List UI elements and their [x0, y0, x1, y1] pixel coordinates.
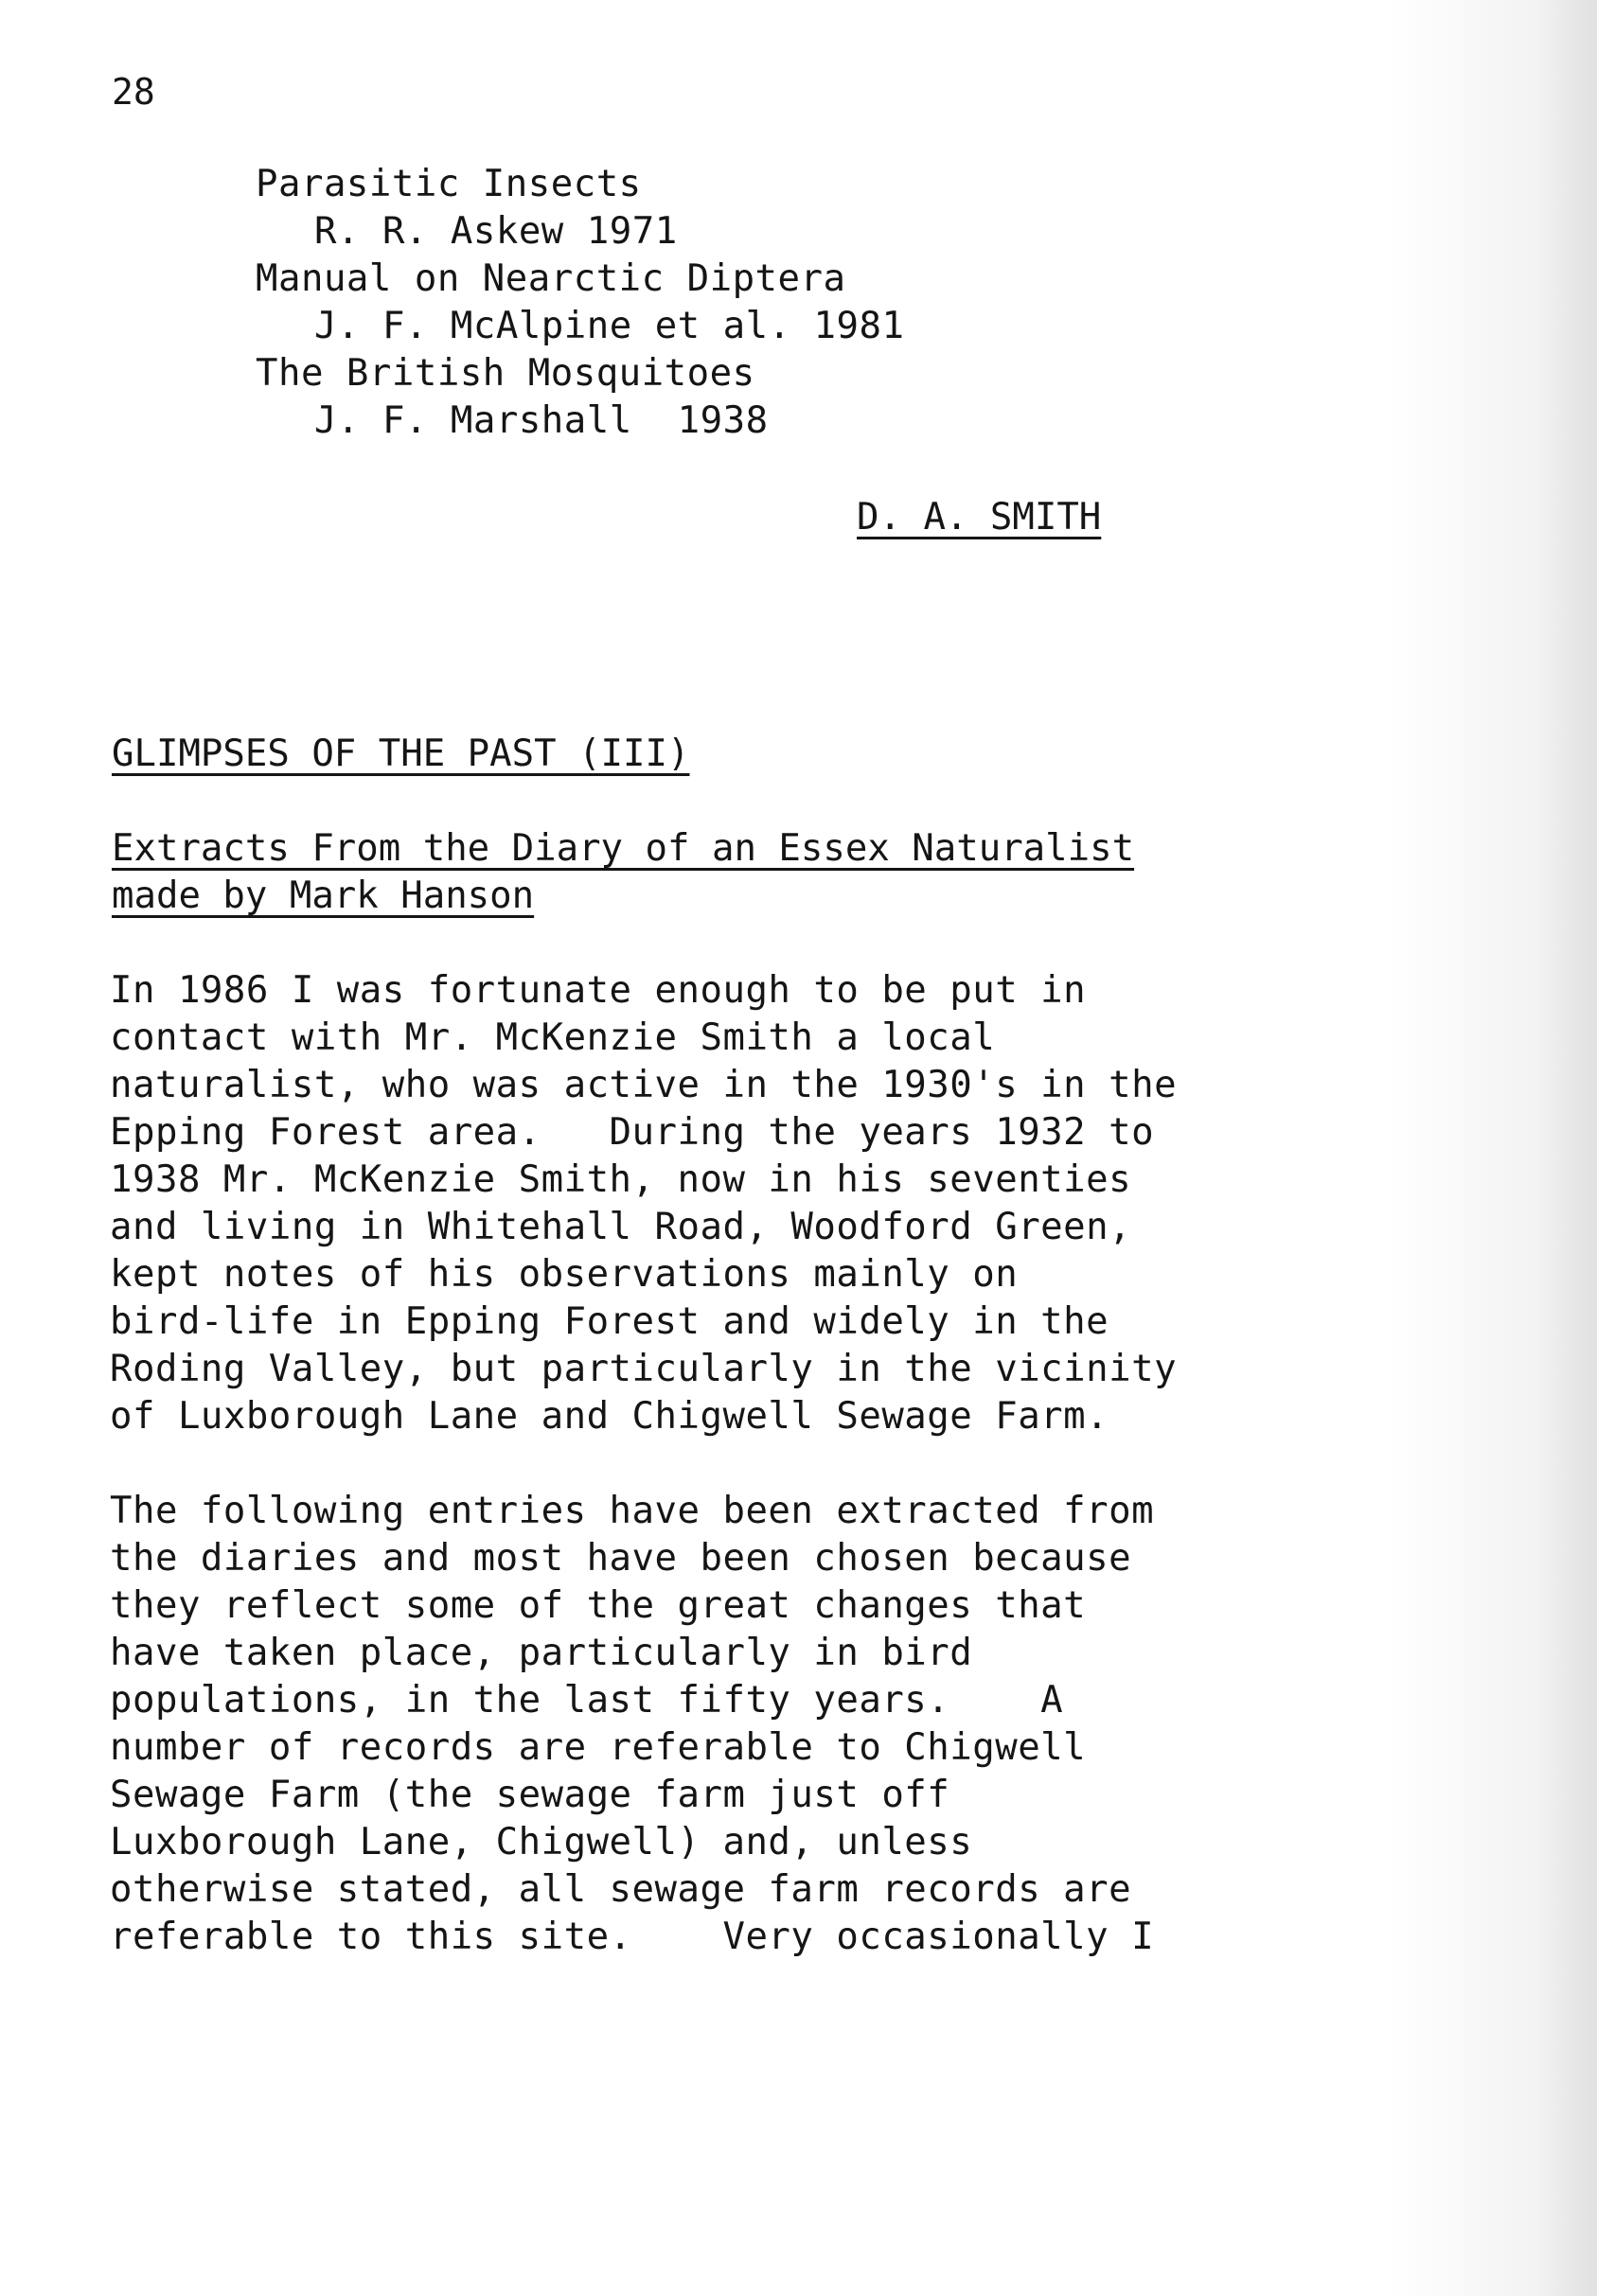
paragraph-2-line: they reflect some of the great changes that [110, 1584, 1087, 1627]
reference-title: The British Mosquitoes [256, 352, 755, 395]
paragraph-2-line: Sewage Farm (the sewage farm just off [110, 1774, 950, 1816]
paragraph-1-line: kept notes of his observations mainly on [110, 1253, 1019, 1296]
paragraph-2-line: Luxborough Lane, Chigwell) and, unless [110, 1821, 973, 1863]
reference-author: R. R. Askew 1971 [314, 210, 678, 253]
reference-title: Parasitic Insects [256, 163, 642, 205]
paragraph-2-line: the diaries and most have been chosen because [110, 1537, 1132, 1580]
paragraph-1-line: bird-life in Epping Forest and widely in the [110, 1300, 1109, 1343]
paragraph-1-line: of Luxborough Lane and Chigwell Sewage Farm. [110, 1395, 1109, 1438]
subheading-line: Extracts From the Diary of an Essex Naturalist [112, 827, 1135, 870]
paragraph-1-line: contact with Mr. McKenzie Smith a local [110, 1016, 996, 1059]
page-number: 28 [112, 71, 155, 113]
paragraph-1-line: and living in Whitehall Road, Woodford Green, [110, 1206, 1132, 1248]
paragraph-1-line: In 1986 I was fortunate enough to be put in [110, 969, 1087, 1012]
paragraph-2-line: have taken place, particularly in bird [110, 1632, 973, 1674]
reference-author: J. F. McAlpine et al. 1981 [314, 305, 905, 347]
paragraph-2-line: populations, in the last fifty years. A [110, 1679, 1064, 1722]
subheading-line: made by Mark Hanson [112, 874, 535, 917]
reference-title: Manual on Nearctic Diptera [256, 257, 846, 300]
paragraph-1-line: Epping Forest area. During the years 1932 to [110, 1111, 1155, 1154]
page-edge-shadow [1389, 0, 1597, 2296]
author-signature: D. A. SMITH [857, 496, 1102, 539]
section-heading: GLIMPSES OF THE PAST (III) [112, 733, 690, 775]
paragraph-1-line: Roding Valley, but particularly in the vicinity [110, 1348, 1178, 1390]
paragraph-2-line: referable to this site. Very occasionally I [110, 1916, 1155, 1958]
paragraph-2-line: otherwise stated, all sewage farm records are [110, 1868, 1132, 1911]
paragraph-2-line: number of records are referable to Chigwell [110, 1726, 1087, 1769]
reference-author: J. F. Marshall 1938 [314, 399, 769, 442]
paragraph-1-line: naturalist, who was active in the 1930's in the [110, 1064, 1178, 1106]
paragraph-2-line: The following entries have been extracted from [110, 1490, 1155, 1532]
paragraph-1-line: 1938 Mr. McKenzie Smith, now in his seventies [110, 1158, 1132, 1201]
